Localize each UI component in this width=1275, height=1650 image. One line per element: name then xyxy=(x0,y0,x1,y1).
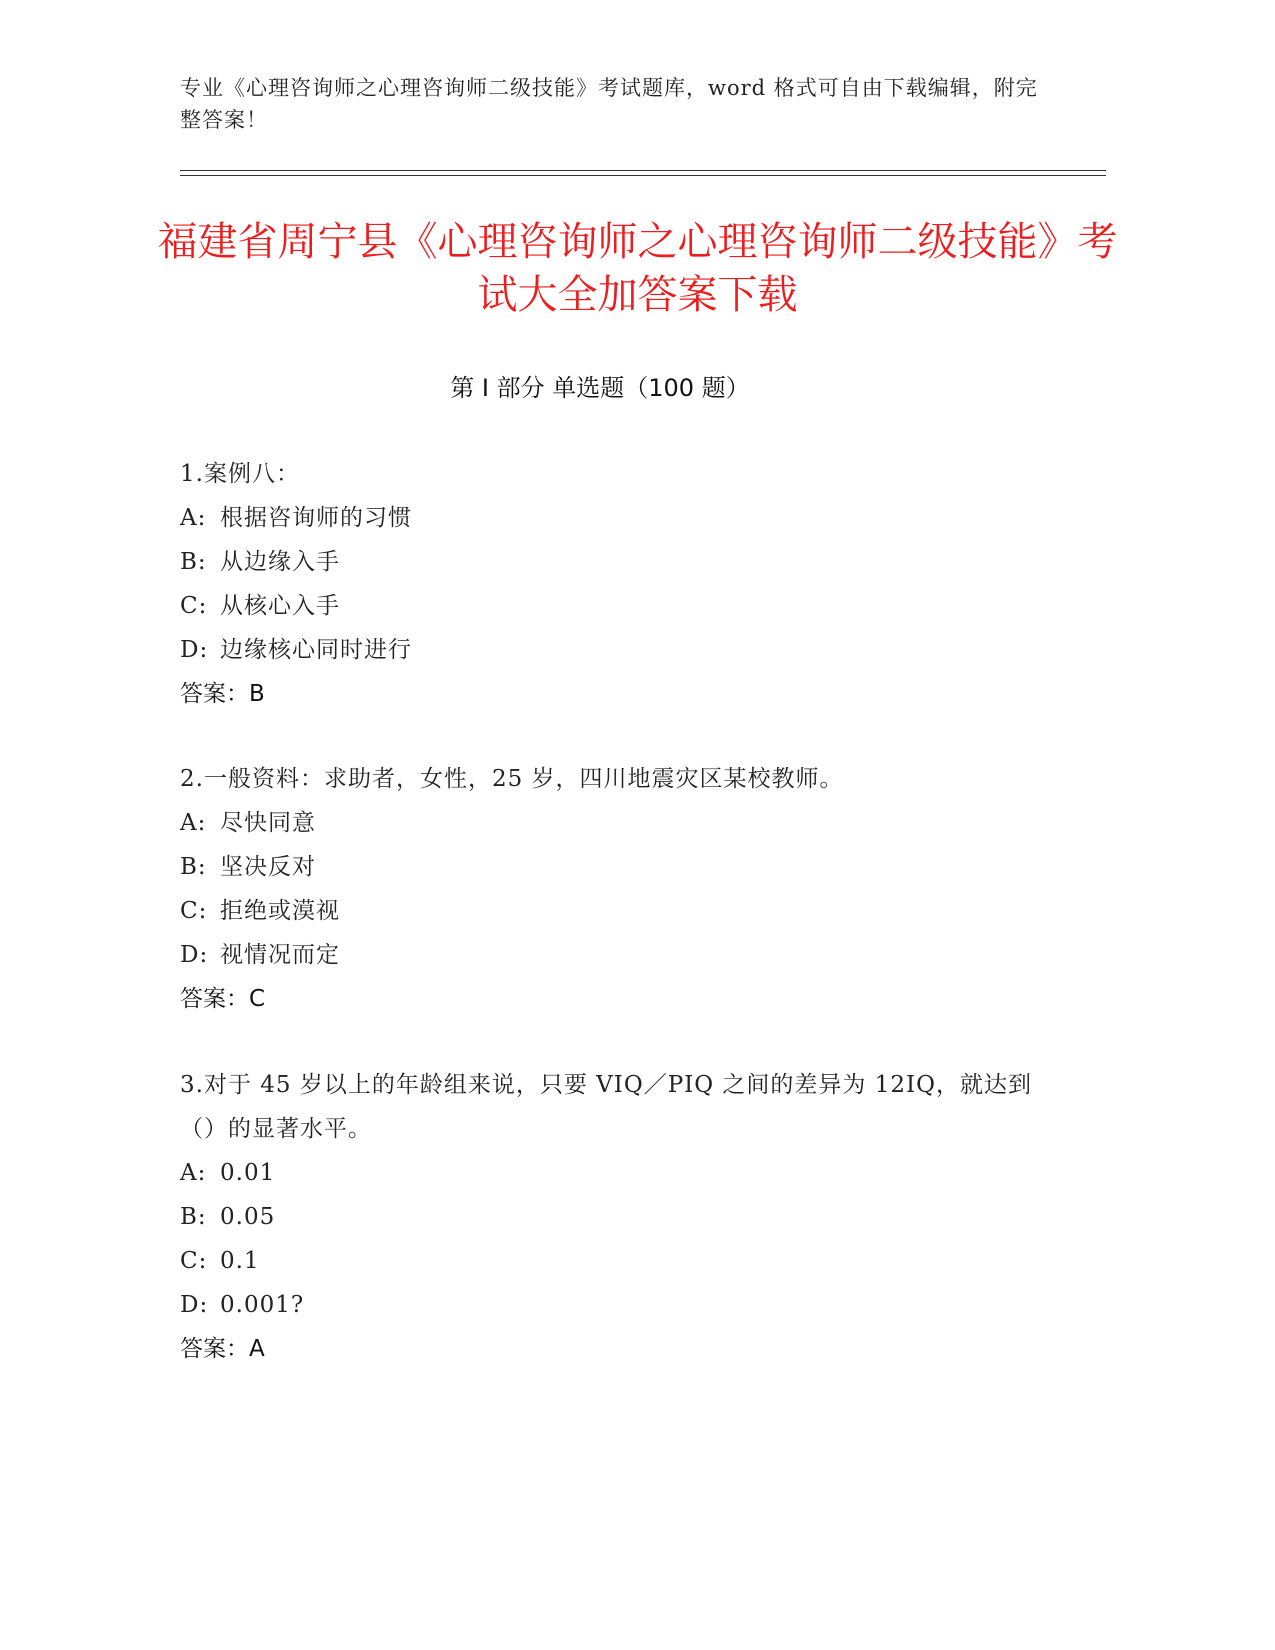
option-key: B: xyxy=(180,854,207,880)
option-d xyxy=(180,1283,1060,1327)
option-b xyxy=(180,845,1060,889)
option-d xyxy=(180,628,1060,672)
document-title: 福建省周宁县《心理咨询师之心理咨询师二级技能》考试大全加答案下载 xyxy=(157,219,1118,318)
option-text: 0.05 xyxy=(220,1204,276,1230)
option-a xyxy=(180,1151,1060,1195)
question-3 xyxy=(180,1063,1060,1371)
option-key: C: xyxy=(180,898,208,924)
header-note: 专业《心理咨询师之心理咨询师二级技能》考试题库，word 格式可自由下载编辑，附完整答案！ xyxy=(180,76,1038,132)
section-heading: 第 I 部分 单选题（100 题） xyxy=(450,374,750,402)
option-text: 0.001? xyxy=(220,1292,305,1318)
question-2 xyxy=(180,757,1060,1021)
option-text: 视情况而定 xyxy=(220,942,340,968)
header-divider-bottom xyxy=(180,175,1106,176)
option-text: 0.01 xyxy=(220,1160,276,1186)
option-b xyxy=(180,540,1060,584)
option-text: 根据咨询师的习惯 xyxy=(220,505,412,531)
option-c xyxy=(180,584,1060,628)
option-text: 边缘核心同时进行 xyxy=(220,637,412,663)
answer-line: 答案：B xyxy=(180,681,265,707)
option-a xyxy=(180,801,1060,845)
option-key: A: xyxy=(180,810,207,836)
option-text: 0.1 xyxy=(220,1248,260,1274)
option-b xyxy=(180,1195,1060,1239)
option-key: A: xyxy=(180,505,207,531)
option-key: C: xyxy=(180,1248,208,1274)
option-text: 尽快同意 xyxy=(220,810,316,836)
question-stem: 3.对于 45 岁以上的年龄组来说，只要 VIQ／PIQ 之间的差异为 12IQ，就达到（）的显著水平。 xyxy=(180,1072,1032,1142)
option-key: A: xyxy=(180,1160,207,1186)
question-stem: 1.案例八： xyxy=(180,461,300,487)
option-key: D: xyxy=(180,942,209,968)
option-a xyxy=(180,496,1060,540)
question-stem: 2.一般资料：求助者，女性，25 岁，四川地震灾区某校教师。 xyxy=(180,766,844,792)
option-text: 拒绝或漠视 xyxy=(220,898,340,924)
option-key: D: xyxy=(180,1292,209,1318)
header-divider-top xyxy=(180,170,1106,171)
option-text: 从核心入手 xyxy=(220,593,340,619)
option-text: 从边缘入手 xyxy=(220,549,340,575)
option-c xyxy=(180,889,1060,933)
option-text: 坚决反对 xyxy=(220,854,316,880)
option-key: B: xyxy=(180,549,207,575)
answer-line: 答案：C xyxy=(180,986,266,1012)
option-key: C: xyxy=(180,593,208,619)
option-c xyxy=(180,1239,1060,1283)
option-d xyxy=(180,933,1060,977)
question-1 xyxy=(180,452,1060,716)
answer-line: 答案：A xyxy=(180,1336,265,1362)
option-key: B: xyxy=(180,1204,207,1230)
option-key: D: xyxy=(180,637,209,663)
